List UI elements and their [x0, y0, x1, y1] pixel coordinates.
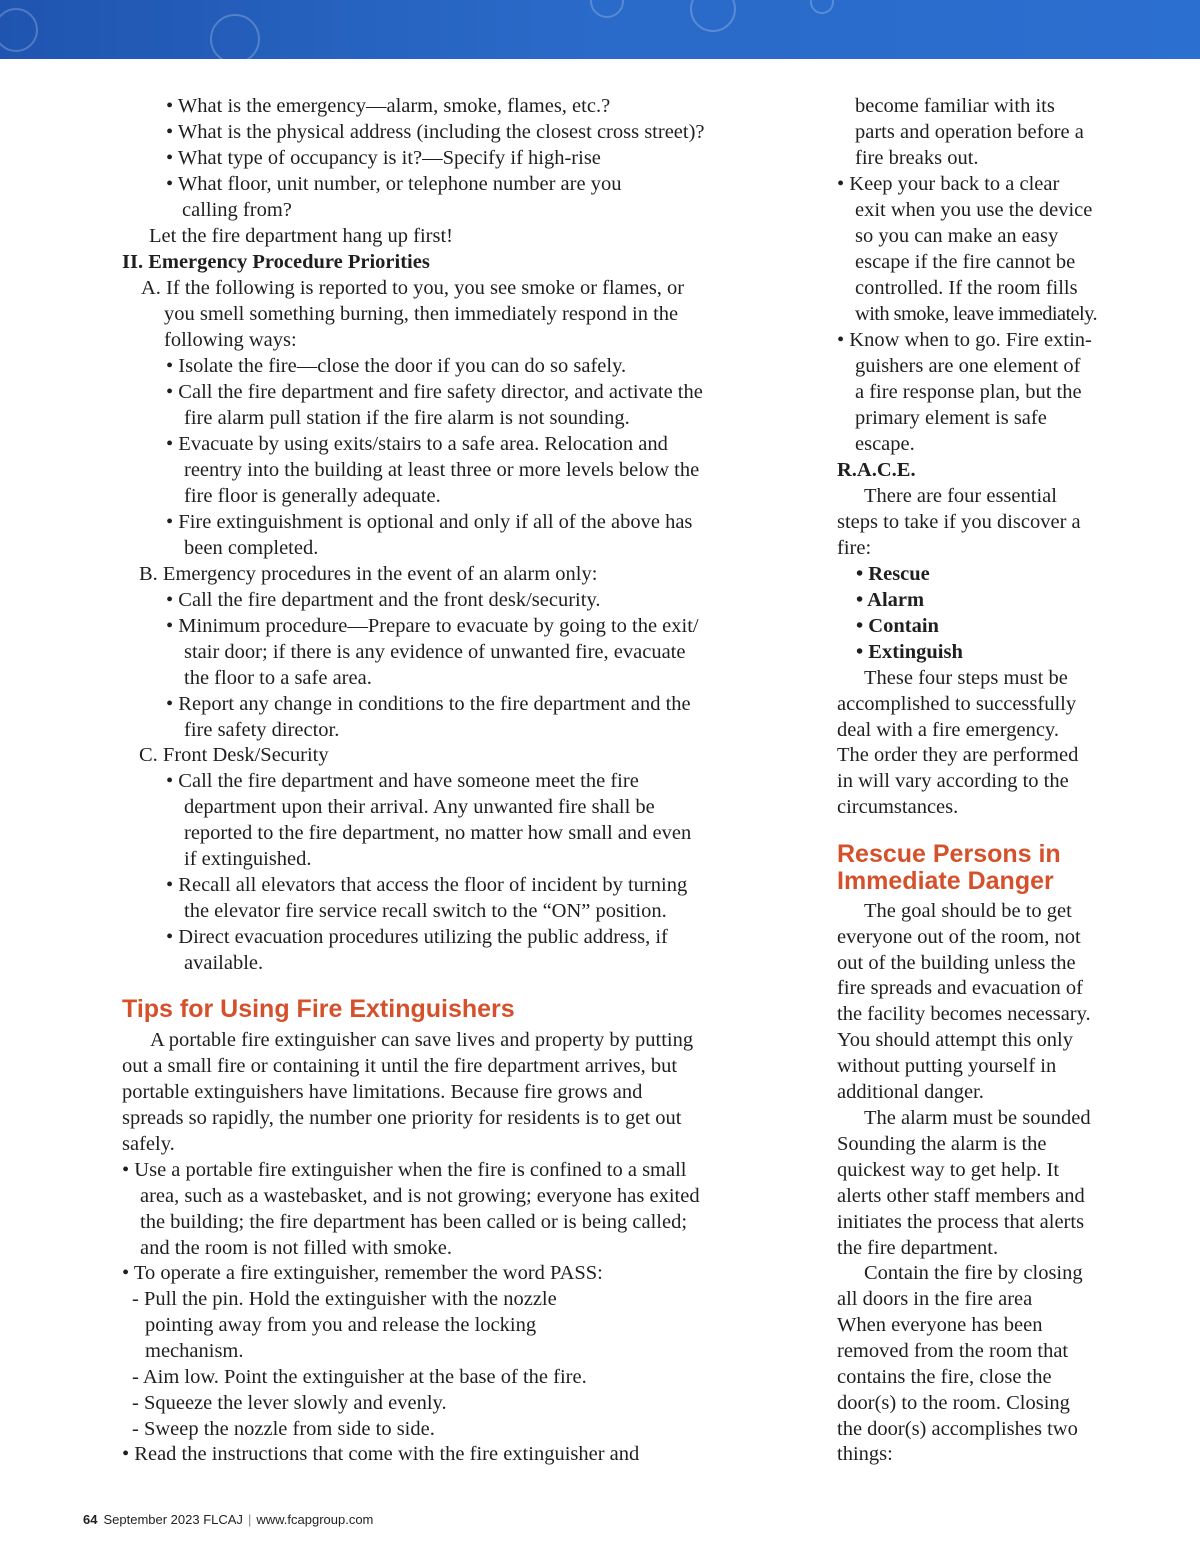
- header-banner: [0, 0, 1200, 59]
- outline-item: you smell something burning, then immediately respond in the: [164, 303, 679, 325]
- list-item: reported to the fire department, no matter how small and even: [184, 822, 692, 844]
- list-item: • What is the emergency—alarm, smoke, flames, etc.?: [166, 95, 611, 117]
- paragraph-line: all doors in the fire area: [837, 1288, 1033, 1310]
- list-item: - Sweep the nozzle from side to side.: [132, 1418, 435, 1440]
- paragraph-line: out of the building unless the: [837, 952, 1076, 974]
- list-item: controlled. If the room fills: [855, 277, 1078, 299]
- list-item: a fire response plan, but the: [855, 381, 1082, 403]
- list-item: • Isolate the fire—close the door if you can do so safely.: [166, 355, 627, 377]
- list-item: • To operate a fire extinguisher, remember the word PASS:: [122, 1262, 603, 1284]
- paragraph-line: quickest way to get help. It: [837, 1159, 1060, 1181]
- list-item: • Alarm: [856, 589, 925, 611]
- paragraph-line: alerts other staff members and: [837, 1185, 1085, 1207]
- list-item: • Evacuate by using exits/stairs to a safe area. Relocation and: [166, 433, 668, 455]
- paragraph-line: portable extinguishers have limitations. Because fire grows and: [122, 1081, 643, 1103]
- paragraph-line: fire breaks out.: [855, 147, 979, 169]
- list-item: the floor to a safe area.: [184, 667, 372, 689]
- outline-item: A. If the following is reported to you, you see smoke or flames, or: [141, 277, 685, 299]
- issue-label: September 2023 FLCAJ: [103, 1512, 243, 1527]
- paragraph-line: everyone out of the room, not: [837, 926, 1081, 948]
- list-item: escape if the fire cannot be: [855, 251, 1076, 273]
- list-item: with smoke, leave immediately.: [855, 303, 1097, 325]
- paragraph-line: contains the fire, close the: [837, 1366, 1052, 1388]
- list-item: • Use a portable fire extinguisher when the fire is confined to a small: [122, 1159, 687, 1181]
- list-item: reentry into the building at least three or more levels below the: [184, 459, 700, 481]
- list-item: • Call the fire department and the front desk/security.: [166, 589, 601, 611]
- list-item: if extinguished.: [184, 848, 312, 870]
- paragraph-line: removed from the room that: [837, 1340, 1069, 1362]
- paragraph-line: without putting yourself in: [837, 1055, 1057, 1077]
- paragraph-line: You should attempt this only: [837, 1029, 1073, 1051]
- list-item: so you can make an easy: [855, 225, 1059, 247]
- list-item: • Direct evacuation procedures utilizing the public address, if: [166, 926, 668, 948]
- paragraph-line: things:: [837, 1443, 893, 1465]
- lock-icon: [690, 0, 736, 32]
- list-item: the building; the fire department has been called or is being called;: [140, 1211, 688, 1233]
- list-item: department upon their arrival. Any unwanted fire shall be: [184, 796, 655, 818]
- list-item: fire alarm pull station if the fire alarm is not sounding.: [184, 407, 630, 429]
- paragraph-line: parts and operation before a: [855, 121, 1084, 143]
- list-item: • What type of occupancy is it?—Specify if high-rise: [166, 147, 601, 169]
- paragraph-line: the door(s) accomplishes two: [837, 1418, 1078, 1440]
- list-item: • Report any change in conditions to the fire department and the: [166, 693, 691, 715]
- paragraph-line: The alarm must be sounded: [864, 1107, 1091, 1129]
- list-item: • Contain: [856, 615, 939, 637]
- list-item: • Minimum procedure—Prepare to evacuate by going to the exit/: [166, 615, 699, 637]
- paragraph-line: the facility becomes necessary.: [837, 1003, 1091, 1025]
- paragraph-line: out a small fire or containing it until the fire department arrives, but: [122, 1055, 678, 1077]
- paragraph-line: deal with a fire emergency.: [837, 719, 1059, 741]
- paragraph-line: safely.: [122, 1133, 175, 1155]
- paragraph-line: steps to take if you discover a: [837, 511, 1081, 533]
- list-item: pointing away from you and release the locking: [145, 1314, 537, 1336]
- footer-separator: |: [247, 1512, 252, 1527]
- list-item: • Recall all elevators that access the floor of incident by turning: [166, 874, 688, 896]
- paragraph-line: circumstances.: [837, 796, 959, 818]
- list-item: mechanism.: [145, 1340, 244, 1362]
- section-title: II. Emergency Procedure Priorities: [122, 251, 430, 273]
- paragraph-line: fire spreads and evacuation of: [837, 977, 1083, 999]
- page-footer: [83, 1512, 373, 1527]
- paragraph-line: door(s) to the room. Closing: [837, 1392, 1070, 1414]
- list-item: • What floor, unit number, or telephone number are you: [166, 173, 622, 195]
- paragraph-line: The order they are performed: [837, 744, 1079, 766]
- list-item: • Call the fire department and have someone meet the fire: [166, 770, 639, 792]
- section-heading: Rescue Persons in: [837, 840, 1061, 868]
- paragraph-line: There are four essential: [864, 485, 1057, 507]
- list-item: guishers are one element of: [855, 355, 1081, 377]
- paragraph-line: become familiar with its: [855, 95, 1055, 117]
- list-item: stair door; if there is any evidence of unwanted fire, evacuate: [184, 641, 686, 663]
- outline-item: B. Emergency procedures in the event of an alarm only:: [139, 563, 598, 585]
- section-heading: Tips for Using Fire Extinguishers: [122, 995, 515, 1023]
- list-item: escape.: [855, 433, 915, 455]
- section-heading: Immediate Danger: [837, 867, 1054, 895]
- list-item: calling from?: [182, 199, 292, 221]
- list-item: available.: [184, 952, 264, 974]
- outline-item: following ways:: [164, 329, 297, 351]
- list-item: the elevator fire service recall switch to the “ON” position.: [184, 900, 667, 922]
- list-item: and the room is not filled with smoke.: [140, 1237, 453, 1259]
- list-item: • Read the instructions that come with the fire extinguisher and: [122, 1443, 640, 1465]
- list-item: • Call the fire department and fire safety director, and activate the: [166, 381, 703, 403]
- list-item: • Keep your back to a clear: [837, 173, 1060, 195]
- list-item: - Aim low. Point the extinguisher at the base of the fire.: [132, 1366, 587, 1388]
- network-icon: [810, 0, 834, 14]
- paragraph-line: the fire department.: [837, 1237, 999, 1259]
- paragraph-line: initiates the process that alerts: [837, 1211, 1085, 1233]
- list-item: • Extinguish: [856, 641, 963, 663]
- list-item: fire floor is generally adequate.: [184, 485, 441, 507]
- page-number: 64: [83, 1512, 98, 1527]
- list-item: • Rescue: [856, 563, 930, 585]
- list-item: fire safety director.: [184, 719, 340, 741]
- website-link[interactable]: www.fcapgroup.com: [256, 1512, 374, 1527]
- paragraph-line: Let the fire department hang up first!: [149, 225, 453, 247]
- list-item: • What is the physical address (including the closest cross street)?: [166, 121, 705, 143]
- section-title: R.A.C.E.: [837, 459, 916, 481]
- paragraph-line: in will vary according to the: [837, 770, 1069, 792]
- paragraph-line: fire:: [837, 537, 872, 559]
- list-item: • Know when to go. Fire extin-: [837, 329, 1092, 351]
- paragraph-line: spreads so rapidly, the number one priority for residents is to get out: [122, 1107, 682, 1129]
- list-item: - Squeeze the lever slowly and evenly.: [132, 1392, 447, 1414]
- paragraph-line: When everyone has been: [837, 1314, 1043, 1336]
- lock-icon: [0, 8, 38, 52]
- list-item: been completed.: [184, 537, 319, 559]
- paragraph-line: Sounding the alarm is the: [837, 1133, 1047, 1155]
- list-item: • Fire extinguishment is optional and only if all of the above has: [166, 511, 693, 533]
- paragraph-line: accomplished to successfully: [837, 693, 1077, 715]
- list-item: primary element is safe: [855, 407, 1047, 429]
- network-icon: [590, 0, 624, 18]
- paragraph-line: Contain the fire by closing: [864, 1262, 1083, 1284]
- list-item: exit when you use the device: [855, 199, 1093, 221]
- lock-icon: [210, 14, 260, 59]
- outline-item: C. Front Desk/Security: [139, 744, 329, 766]
- paragraph-line: A portable fire extinguisher can save lives and property by putting: [150, 1029, 694, 1051]
- list-item: - Pull the pin. Hold the extinguisher with the nozzle: [132, 1288, 557, 1310]
- paragraph-line: These four steps must be: [864, 667, 1068, 689]
- paragraph-line: The goal should be to get: [864, 900, 1072, 922]
- paragraph-line: additional danger.: [837, 1081, 984, 1103]
- list-item: area, such as a wastebasket, and is not growing; everyone has exited: [140, 1185, 700, 1207]
